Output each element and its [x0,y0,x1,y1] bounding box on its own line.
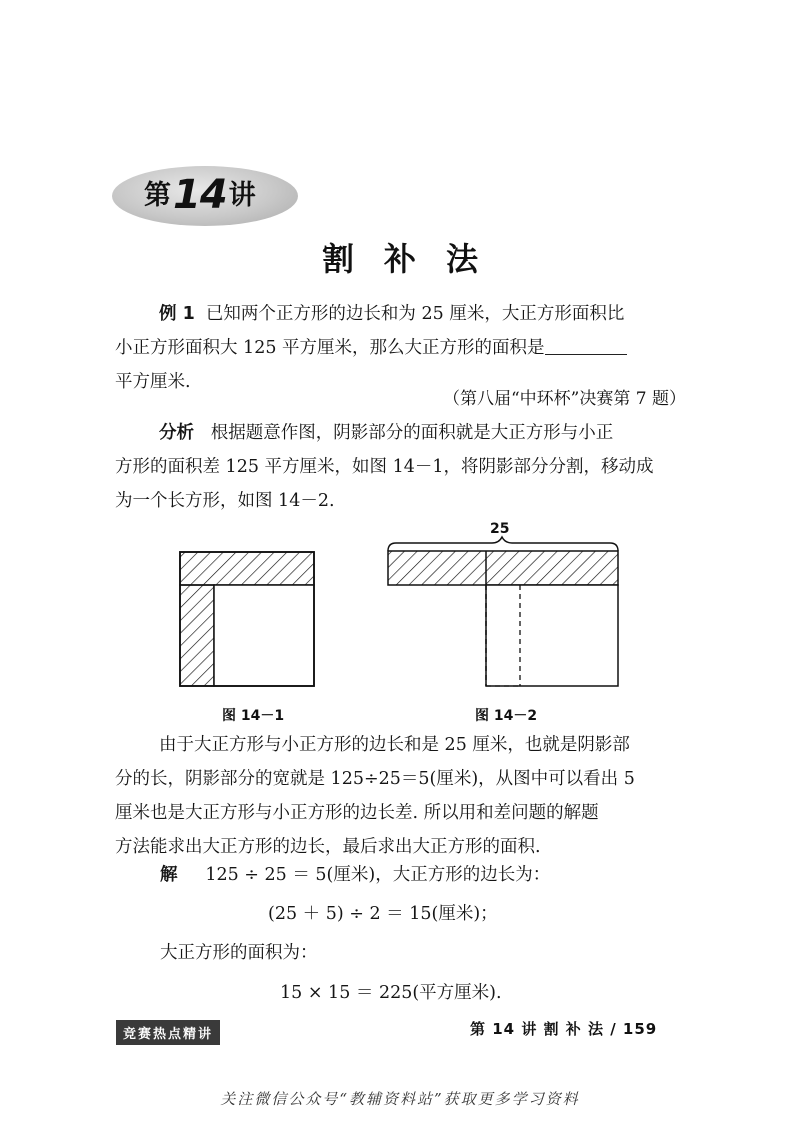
brace-label: 25 [490,521,510,537]
badge-number: 14 [173,172,227,218]
example-text-1: 已知两个正方形的边长和为 25 厘米，大正方形面积比 [205,304,625,324]
solution-text-1: 125 ÷ 25 ＝ 5(厘米)，大正方形的边长为： [205,865,551,885]
top-shaded-strip [180,552,314,585]
explanation-text-1: 由于大正方形与小正方形的边长和是 25 厘米，也就是阴影部 [159,735,630,755]
solution-step-3: 15 × 15 ＝ 225(平方厘米). [280,983,502,1003]
example-text-2: 小正方形面积大 125 平方厘米，那么大正方形的面积是 [115,338,545,358]
rearranged-rectangle [388,551,618,585]
solution-step-2: (25 ＋ 5) ÷ 2 ＝ 15(厘米)； [268,904,498,924]
analysis-line-2: 方形的面积差 125 平方厘米，如图 14－1，将阴影部分分割，移动成 [115,457,654,477]
explanation-line-3: 厘米也是大正方形与小正方形的边长差. 所以用和差问题的解题 [115,803,599,823]
solution-area-label: 大正方形的面积为： [160,943,318,963]
explanation-line-4: 方法能求出大正方形的边长，最后求出大正方形的面积. [115,837,541,857]
example-line-2 [115,331,690,365]
analysis-line-3: 为一个长方形，如图 14－2. [115,491,335,511]
example-line-1 [115,297,690,331]
brace [388,537,618,551]
small-square [214,585,314,686]
page-title: 割补法 [321,240,508,278]
lecture-badge [112,160,302,232]
left-shaded-strip [180,585,214,686]
analysis-label: 分析 [159,423,194,443]
example-line-3: 平方厘米. [115,372,191,392]
small-square-2 [486,585,618,686]
figure-14-1 [176,548,320,692]
example-label: 例 1 [159,304,195,324]
figure-2-caption: 图 14－2 [475,708,538,724]
figure-14-2 [382,535,632,695]
analysis-line-1 [115,416,690,450]
problem-source: （第八届“中环杯”决赛第 7 题） [442,389,686,409]
analysis-paragraph [115,416,690,518]
answer-blank[interactable] [545,334,627,355]
figure-1-caption: 图 14－1 [222,708,285,724]
solution-label: 解 [160,865,178,885]
explanation-paragraph [115,728,690,864]
watermark-text: 关注微信公众号“教辅资料站”获取更多学习资料 [220,1090,580,1108]
analysis-text-1: 根据题意作图，阴影部分的面积就是大正方形与小正 [210,423,614,443]
footer-tag: 竞赛热点精讲 [116,1020,220,1045]
explanation-line-1 [115,728,690,762]
footer-page-info: 第 14 讲 割 补 法 / 159 [470,1020,658,1038]
badge-prefix: 第 [144,180,171,211]
explanation-line-2: 分的长，阴影部分的宽就是 125÷25＝5(厘米)，从图中可以看出 5 [115,769,635,789]
badge-suffix: 讲 [228,180,256,211]
solution-step-1 [160,858,550,892]
badge-text [144,174,256,216]
